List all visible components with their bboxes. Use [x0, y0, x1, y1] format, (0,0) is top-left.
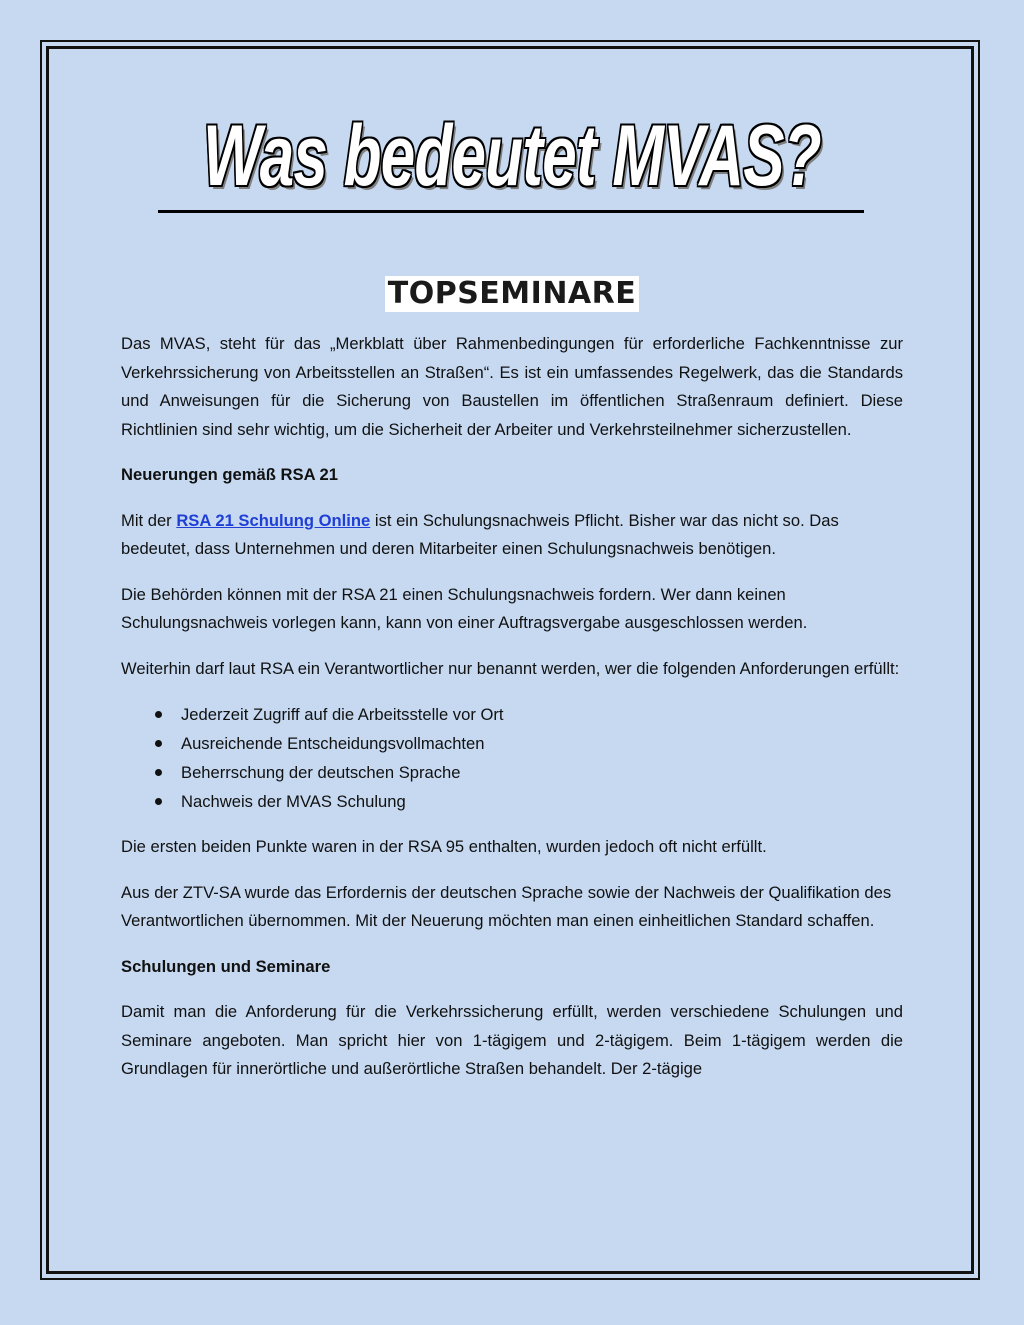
- section-heading-rsa21: Neuerungen gemäß RSA 21: [121, 465, 338, 484]
- title-underline: [158, 210, 864, 213]
- requirements-list: [121, 700, 903, 816]
- paragraph-rsa21-schulung: [121, 507, 903, 564]
- list-item: [155, 787, 903, 816]
- paragraph-text: ist ein Schulungsnachweis Pflicht. Bisher war das nicht so. Das bedeutet, dass Unternehmen und deren Mitarbeiter einen Schulungsnachweis benötigen.: [121, 510, 839, 558]
- paragraph-rsa95: Die ersten beiden Punkte waren in der RSA 95 enthalten, wurden jedoch oft nicht erfüllt.: [121, 837, 767, 856]
- paragraph-schulungen: Damit man die Anforderung für die Verkehrssicherung erfüllt, werden verschiedene Schulungen und Seminare angeboten. Man spricht hier von 1-tägigem und 2-tägigem. Beim 1-tägigem werden die Grundlagen für innerörtliche und außerörtliche Straßen behandelt. Der 2-tägige: [121, 1002, 903, 1078]
- article-body: [121, 330, 903, 1101]
- list-item: [155, 758, 903, 787]
- list-item-text: Beherrschung der deutschen Sprache: [181, 763, 461, 782]
- intro-paragraph: Das MVAS, steht für das „Merkblatt über Rahmenbedingungen für erforderliche Fachkenntnisse zur Verkehrssicherung von Arbeitsstellen an Straßen“. Es ist ein umfassendes Regelwerk, das die Standards und Anweisungen für die Sicherung von Baustellen im öffentlichen Straßenraum definiert. Diese Richtlinien sind sehr wichtig, um die Sicherheit der Arbeiter und Verkehrsteilnehmer sicherzustellen.: [121, 334, 903, 439]
- bullet-icon: [155, 769, 162, 776]
- logo-text: TOPSEMINARE: [385, 276, 640, 312]
- bullet-icon: [155, 711, 162, 718]
- section-heading-schulungen: Schulungen und Seminare: [121, 956, 331, 976]
- page-title: Was bedeutet MVAS?: [203, 108, 821, 204]
- paragraph-behoerden: Die Behörden können mit der RSA 21 einen Schulungsnachweis fordern. Wer dann keinen Schulungsnachweis vorlegen kann, kann von einer Auftragsvergabe ausgeschlossen werden.: [121, 584, 808, 632]
- list-item: [155, 700, 903, 729]
- rsa21-schulung-link[interactable]: RSA 21 Schulung Online: [176, 510, 371, 530]
- list-item-text: Nachweis der MVAS Schulung: [181, 792, 406, 811]
- paragraph-text: Mit der: [121, 510, 177, 530]
- bullet-icon: [155, 740, 162, 747]
- paragraph-anforderungen: Weiterhin darf laut RSA ein Verantwortlicher nur benannt werden, wer die folgenden Anforderungen erfüllt:: [121, 658, 900, 678]
- list-item-text: Ausreichende Entscheidungsvollmachten: [181, 734, 485, 753]
- list-item: [155, 729, 903, 758]
- list-item-text: Jederzeit Zugriff auf die Arbeitsstelle vor Ort: [181, 705, 504, 724]
- bullet-icon: [155, 798, 162, 805]
- paragraph-ztv-sa: Aus der ZTV-SA wurde das Erfordernis der deutschen Sprache sowie der Nachweis der Qualifikation des Verantwortlichen übernommen. Mit der Neuerung möchten man einen einheitlichen Standard schaffen.: [121, 882, 892, 930]
- logo: [0, 276, 1024, 312]
